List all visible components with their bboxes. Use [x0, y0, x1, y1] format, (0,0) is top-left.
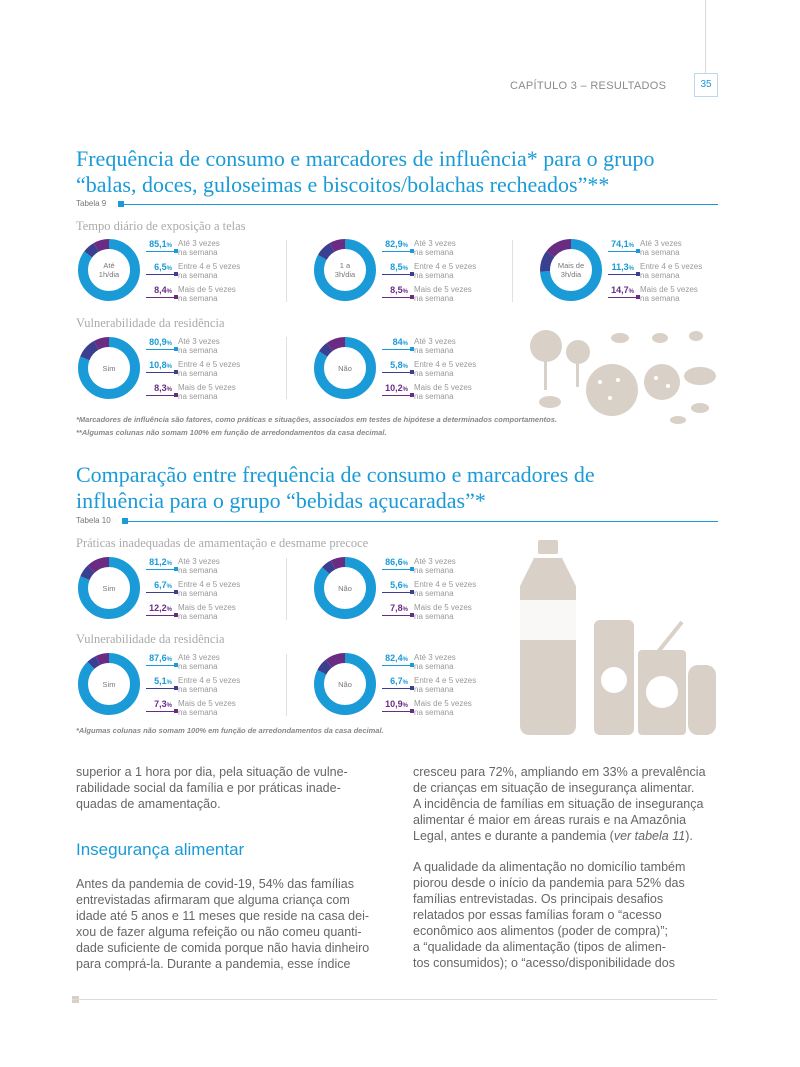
legend-label: Entre 4 e 5 vezes na semana [178, 580, 241, 598]
legend-underline [146, 711, 176, 712]
legend-underline [382, 569, 412, 570]
table10-title-line1: Comparação entre frequência de consumo e marcadores de [76, 462, 595, 487]
table10-rule [128, 521, 718, 522]
percentage-value: 82,4% [385, 653, 408, 663]
table-reference-link: ver tabela 11 [613, 829, 686, 843]
legend-underline [382, 688, 412, 689]
legend-underline [382, 615, 412, 616]
lollipop-icon [566, 340, 590, 364]
percentage-value: 84% [392, 337, 408, 347]
legend-label: Mais de 5 vezes na semana [414, 699, 472, 717]
table10-footnote: *Algumas colunas não somam 100% em função de arredondamentos da casa decimal. [76, 726, 384, 735]
candy-wrap-icon [652, 333, 668, 343]
percentage-value: 10,9% [385, 699, 408, 709]
table10-section-breastfeeding: Práticas inadequadas de amamentação e desmame precoce [76, 536, 369, 550]
legend-underline [382, 711, 412, 712]
footer-rule [72, 999, 717, 1000]
legend-label: Mais de 5 vezes na semana [178, 383, 236, 401]
percentage-value: 8,3% [154, 383, 172, 393]
legend-label: Até 3 vezes na semana [640, 239, 682, 257]
table10-section-vulnerability: Vulnerabilidade da residência [76, 632, 225, 646]
legend-underline [146, 274, 176, 275]
donut-chart-group [312, 237, 512, 307]
legend-label: Até 3 vezes na semana [178, 557, 220, 575]
candy-wrap-icon [670, 416, 686, 424]
column-divider [286, 558, 287, 620]
left-paragraph-1: superior a 1 hora por dia, pela situação de vulne- rabilidade social da família e por práticas inade- quadas de amamentação. [76, 765, 348, 811]
legend-underline [382, 349, 412, 350]
donut-chart-group [538, 237, 738, 307]
right-paragraph-2: A qualidade da alimentação no domicílio também piorou desde o início da pandemia para 52% das famílias entrevistadas. Os principais desafios relatados por essas famílias foram o “acesso econômico aos alimentos (poder de compra)”; a “qualidade da alimentação (tipos de alimen- tos consumidos); o “acesso/disponibilidade dos [413, 860, 686, 970]
legend-label: Mais de 5 vezes na semana [178, 603, 236, 621]
percentage-value: 87,6% [149, 653, 172, 663]
donut-chart-group [76, 651, 276, 721]
legend-underline [382, 251, 412, 252]
table9-footnote1: *Marcadores de influência são fatores, como práticas e situações, associados em testes de hipótese a determinados comportamentos. [76, 415, 557, 424]
percentage-value: 81,2% [149, 557, 172, 567]
donut-chart-group [312, 555, 512, 625]
table9-section-vulnerability: Vulnerabilidade da residência [76, 316, 225, 330]
legend-underline [146, 297, 176, 298]
legend-label: Até 3 vezes na semana [414, 239, 456, 257]
legend-label: Até 3 vezes na semana [178, 239, 220, 257]
table9-label: Tabela 9 [76, 199, 107, 208]
donut-chart-group [312, 335, 512, 405]
legend-label: Mais de 5 vezes na semana [414, 383, 472, 401]
legend-label: Entre 4 e 5 vezes na semana [640, 262, 703, 280]
legend-label: Entre 4 e 5 vezes na semana [414, 580, 477, 598]
cookie-icon [644, 364, 680, 400]
donut-chart-group [76, 335, 276, 405]
donut-center-label: Sim [102, 364, 116, 373]
table9-section-screen-time: Tempo diário de exposição a telas [76, 219, 246, 233]
legend-underline [146, 592, 176, 593]
legend-label: Mais de 5 vezes na semana [640, 285, 698, 303]
lollipop-stick [544, 360, 547, 390]
yogurt-drink-icon [688, 665, 716, 735]
percentage-value: 80,9% [149, 337, 172, 347]
legend-label: Entre 4 e 5 vezes na semana [414, 262, 477, 280]
donut-center-label: Não [338, 584, 352, 593]
percentage-value: 7,3% [154, 699, 172, 709]
straw-icon [658, 622, 682, 652]
legend-label: Até 3 vezes na semana [414, 557, 456, 575]
legend-label: Mais de 5 vezes na semana [414, 285, 472, 303]
percentage-value: 10,2% [385, 383, 408, 393]
donut-center-label: Sim [102, 584, 116, 593]
legend-underline [146, 349, 176, 350]
percentage-value: 5,1% [154, 676, 172, 686]
percentage-value: 8,4% [154, 285, 172, 295]
legend-label: Entre 4 e 5 vezes na semana [414, 676, 477, 694]
legend-underline [146, 251, 176, 252]
table10-label: Tabela 10 [76, 516, 111, 525]
percentage-value: 5,6% [390, 580, 408, 590]
legend-label: Entre 4 e 5 vezes na semana [178, 360, 241, 378]
legend-label: Até 3 vezes na semana [178, 337, 220, 355]
legend-label: Mais de 5 vezes na semana [178, 285, 236, 303]
donut-chart-group [76, 237, 276, 307]
percentage-value: 6,7% [154, 580, 172, 590]
chapter-title: CAPÍTULO 3 – RESULTADOS [510, 80, 667, 92]
column-divider [286, 654, 287, 716]
legend-label: Entre 4 e 5 vezes na semana [414, 360, 477, 378]
bottle-cap-icon [538, 540, 558, 554]
percentage-value: 85,1% [149, 239, 172, 249]
legend-label: Mais de 5 vezes na semana [178, 699, 236, 717]
percentage-value: 82,9% [385, 239, 408, 249]
legend-underline [146, 665, 176, 666]
donut-center-label: Não [338, 364, 352, 373]
legend-underline [382, 372, 412, 373]
percentage-value: 6,5% [154, 262, 172, 272]
donut-center-label: Sim [102, 680, 116, 689]
donut-center-label: Até 1h/dia [98, 261, 120, 279]
legend-underline [382, 395, 412, 396]
donut-chart-group [312, 651, 512, 721]
legend-underline [608, 274, 638, 275]
legend-underline [146, 569, 176, 570]
percentage-value: 74,1% [611, 239, 634, 249]
legend-underline [382, 665, 412, 666]
legend-underline [146, 395, 176, 396]
legend-underline [382, 592, 412, 593]
legend-underline [608, 297, 638, 298]
column-divider [512, 240, 513, 302]
percentage-value: 10,8% [149, 360, 172, 370]
left-paragraph-2: Antes da pandemia de covid-19, 54% das famílias entrevistadas afirmaram que alguma criança com idade até 5 anos e 11 meses que reside na casa dei- xou de fazer alguma refeição ou não comeu quanti- dade suficiente de comida porque não havia dinheiro para comprá-la. Durante a pandemia, esse índice [76, 877, 370, 971]
donut-center-label: 1 a 3h/dia [334, 261, 356, 279]
legend-label: Entre 4 e 5 vezes na semana [178, 676, 241, 694]
lollipop-icon [530, 330, 562, 362]
percentage-value: 12,2% [149, 603, 172, 613]
legend-underline [382, 274, 412, 275]
percentage-value: 5,8% [390, 360, 408, 370]
legend-underline [146, 372, 176, 373]
header-divider-line [705, 0, 706, 73]
candy-wrap-icon [539, 396, 561, 408]
candy-wrap-icon [611, 333, 629, 343]
legend-underline [608, 251, 638, 252]
insecurity-heading: Insegurança alimentar [76, 840, 245, 859]
legend-underline [382, 297, 412, 298]
table9-title-line1: Frequência de consumo e marcadores de influência* para o grupo [76, 146, 655, 171]
biscuit-icon [684, 367, 716, 385]
legend-label: Até 3 vezes na semana [414, 337, 456, 355]
percentage-value: 86,6% [385, 557, 408, 567]
percentage-value: 14,7% [611, 285, 634, 295]
table9-rule [124, 204, 718, 205]
candy-wrap-icon [689, 331, 703, 341]
soda-bottle-icon [520, 558, 576, 735]
table10-title-line2: influência para o grupo “bebidas açucaradas”* [76, 488, 486, 513]
candy-wrap-icon [691, 403, 709, 413]
donut-center-label: Mais de 3h/dia [557, 261, 585, 279]
percentage-value: 8,5% [390, 262, 408, 272]
percentage-value: 7,8% [390, 603, 408, 613]
column-divider [286, 337, 287, 399]
page-number: 35 [694, 73, 718, 97]
percentage-value: 6,7% [390, 676, 408, 686]
legend-label: Mais de 5 vezes na semana [414, 603, 472, 621]
column-divider [286, 240, 287, 302]
cookie-icon [586, 364, 638, 416]
legend-label: Até 3 vezes na semana [414, 653, 456, 671]
legend-label: Entre 4 e 5 vezes na semana [178, 262, 241, 280]
legend-underline [146, 688, 176, 689]
right-paragraph-1: cresceu para 72%, ampliando em 33% a prevalência de crianças em situação de insegurança alimentar. A incidência de famílias em situação de insegurança alimentar é maior em áreas rurais e na Amazônia Legal, antes e durante a pandemia (ver tabela 11). [413, 765, 706, 843]
donut-center-label: Não [338, 680, 352, 689]
drinks-illustration [510, 540, 720, 740]
table9-title-line2: “balas, doces, guloseimas e biscoitos/bolachas recheados”** [76, 172, 610, 197]
table9-footnote2: **Algumas colunas não somam 100% em função de arredondamentos da casa decimal. [76, 428, 387, 437]
donut-chart-group [76, 555, 276, 625]
legend-underline [146, 615, 176, 616]
legend-label: Até 3 vezes na semana [178, 653, 220, 671]
percentage-value: 8,5% [390, 285, 408, 295]
percentage-value: 11,3% [611, 262, 634, 272]
